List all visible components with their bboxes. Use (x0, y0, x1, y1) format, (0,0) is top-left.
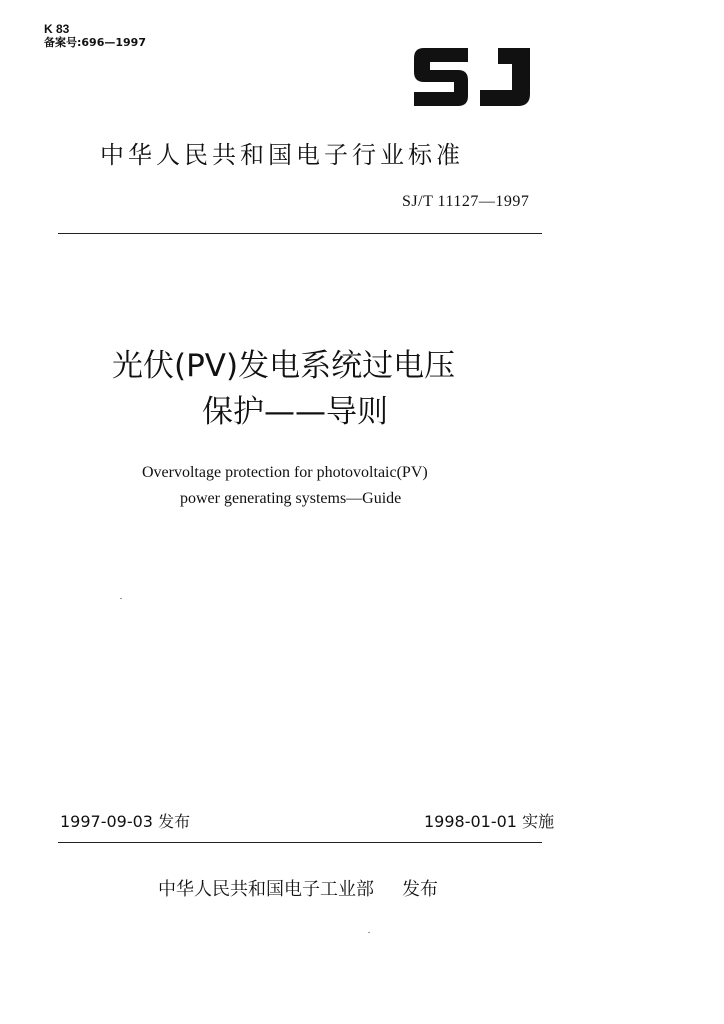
publisher-name: 中华人民共和国电子工业部 (158, 879, 374, 900)
title-english-line1: Overvoltage protection for photovoltaic(PV) (142, 464, 428, 481)
title-chinese-line1: 光伏(PV)发电系统过电压 (112, 348, 456, 384)
title-english-line2: power generating systems—Guide (180, 490, 402, 507)
filing-number: 备案号:696—1997 (44, 36, 146, 49)
organization-title: 中华人民共和国电子行业标准 (100, 141, 464, 169)
sj-logo (410, 42, 534, 112)
classification-code: K 83 (44, 22, 70, 36)
standard-number: SJ/T 11127—1997 (402, 193, 530, 210)
implementation-date: 1998-01-01 实施 (424, 812, 555, 831)
scan-speck (120, 598, 122, 599)
sj-logo-graphic (410, 42, 534, 112)
title-chinese-line2: 保护——导则 (202, 394, 388, 430)
top-divider (58, 233, 542, 234)
scan-speck (368, 932, 370, 933)
issue-date: 1997-09-03 发布 (60, 812, 191, 831)
publish-label: 发布 (402, 879, 438, 900)
bottom-divider (58, 842, 542, 843)
